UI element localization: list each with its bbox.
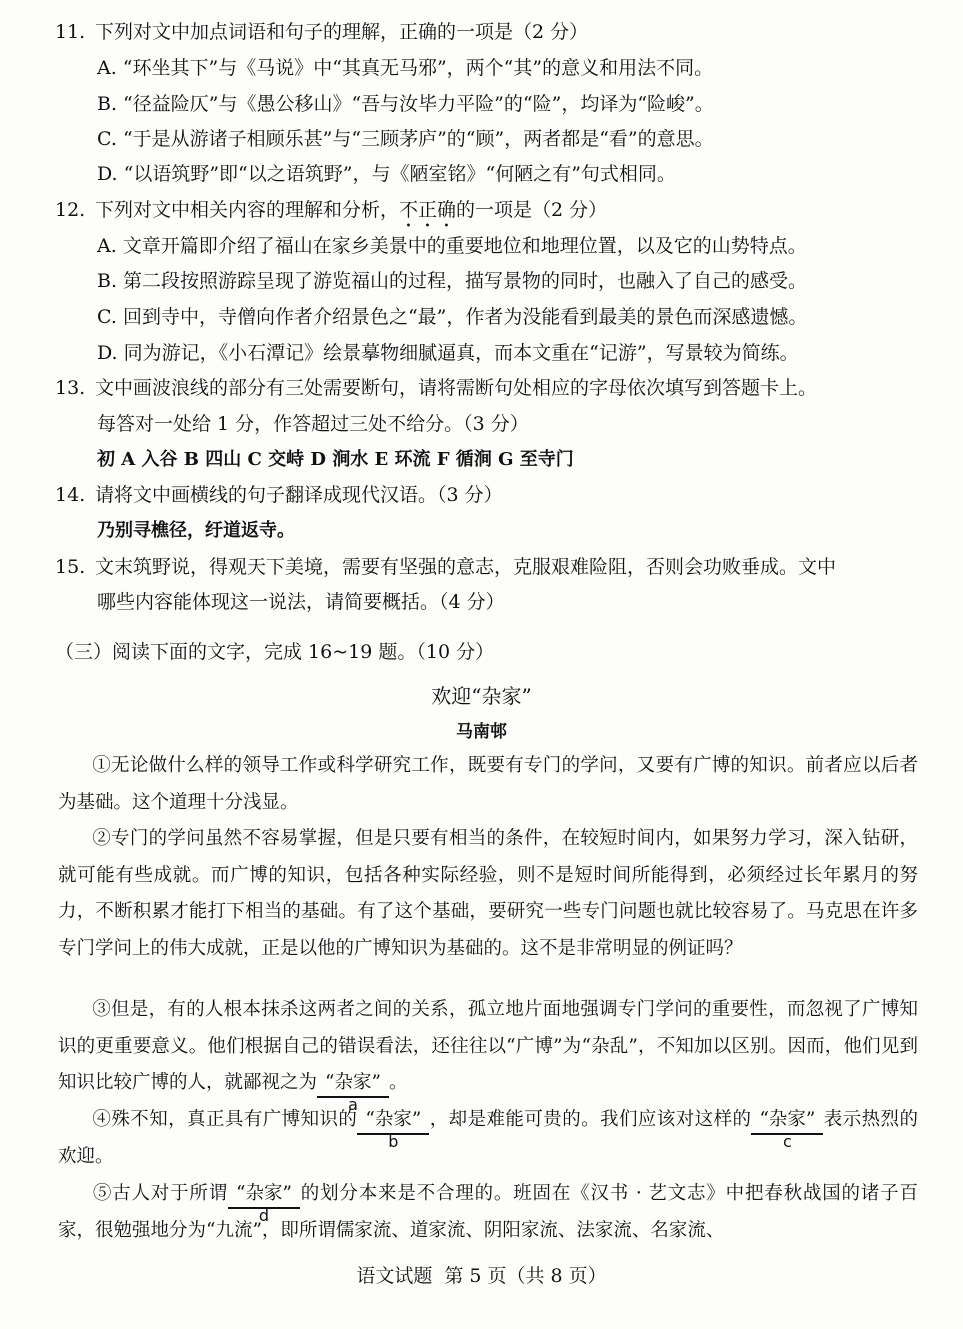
label-d: d — [258, 1206, 270, 1225]
paragraph-text: ①无论做什么样的领导工作或科学研究工作，既要有专门的学问，又要有广博的知识。前者应以后者为基础。这个道理十分浅显。 — [58, 755, 918, 813]
q11-option-d: D. “以语筑野”即“以之语筑野”，与《陋室铭》“何陋之有”句式相同。 — [97, 163, 676, 185]
underlined-text: “杂家” — [325, 1072, 381, 1093]
question-stem-tail: 的一项是（2 分） — [456, 199, 608, 221]
footer-subject: 语文试题 — [356, 1265, 433, 1287]
paragraph-1 — [58, 748, 918, 821]
question-number: 13. — [55, 377, 86, 399]
paragraph-text: 的划分本来是不合理的。班固在《汉书 · 艺文志》中把春秋战国的诸子百家，很勉强地分为“九流”，即所谓儒家流、道家流、阴阳家流、法家流、名家流、 — [58, 1183, 918, 1241]
underlined-term-b — [357, 1107, 429, 1151]
q12-option-a: A. 文章开篇即介绍了福山在家乡美景中的重要地位和地理位置，以及它的山势特点。 — [97, 235, 807, 257]
page-footer — [0, 1260, 963, 1292]
section-heading: （三）阅读下面的文字，完成 16~19 题。（10 分） — [55, 641, 495, 663]
label-b: b — [388, 1132, 399, 1151]
article-title: 欢迎“杂家” — [431, 684, 532, 708]
q12-option-d: D. 同为游记，《小石潭记》绘景摹物细腻逼真，而本文重在“记游”，写景较为简练。 — [97, 342, 799, 364]
paragraph-text: ⑤古人对于所谓 — [92, 1183, 229, 1204]
q13-sentence: 初 A 入谷 B 四山 C 交峙 D 涧水 E 环流 F 循涧 G 至寺门 — [97, 449, 574, 470]
question-stem: 文中画波浪线的部分有三处需要断句，请将需断句处相应的字母依次填写到答题卡上。 — [95, 377, 818, 399]
q14-sentence: 乃别寻樵径，纡道返寺。 — [97, 520, 295, 541]
paragraph-5 — [58, 1176, 918, 1249]
article-author: 马南邨 — [456, 722, 507, 742]
q13-stem-line2: 每答对一处给 1 分，作答超过三处不给分。（3 分） — [97, 413, 529, 435]
question-13 — [55, 370, 817, 406]
underlined-text: “杂家” — [236, 1183, 292, 1204]
q12-option-c: C. 回到寺中，寺僧向作者介绍景色之“最”，作者为没能看到最美的景色而深感遗憾。 — [97, 306, 808, 328]
q11-option-a: A. “环坐其下”与《马说》中“其真无马邪”，两个“其”的意义和用法不同。 — [97, 57, 714, 79]
question-11 — [55, 14, 588, 50]
question-number: 14. — [55, 484, 86, 506]
paragraph-text: ②专门的学问虽然不容易掌握，但是只要有相当的条件，在较短时间内，如果努力学习，深入钻研，就可能有些成就。而广博的知识，包括各种实际经验，则不是短时间所能得到，必须经过长年累月的努力，不断积累才能打下相当的基础。有了这个基础，要研究一些专门问题也就比较容易了。马克思在许多专门学问上的伟大成就，正是以他的广博知识为基础的。这不是非常明显的例证吗？ — [58, 828, 918, 959]
underlined-term-a — [317, 1070, 389, 1114]
paragraph-text: 表示热烈的欢迎。 — [58, 1109, 918, 1167]
q11-option-b: B. “径益险仄”与《愚公移山》“吾与汝毕力平险”的“险”，均译为“险峻”。 — [97, 93, 714, 115]
underlined-term-d — [228, 1181, 300, 1225]
question-12 — [55, 192, 607, 232]
paragraph-text: ，却是难能可贵的。我们应该对这样的 — [429, 1109, 752, 1130]
underlined-text: “杂家” — [759, 1109, 816, 1130]
question-number: 11. — [55, 21, 86, 43]
question-stem: 下列对文中相关内容的理解和分析， — [95, 199, 400, 221]
underlined-term-c — [751, 1107, 823, 1151]
label-c: c — [783, 1132, 792, 1151]
underlined-text: “杂家” — [365, 1109, 422, 1130]
question-14 — [55, 477, 503, 513]
question-number: 15. — [55, 556, 86, 578]
question-15 — [55, 549, 836, 585]
paragraph-text: ③但是，有的人根本抹杀这两者之间的关系，孤立地片面地强调专门学问的重要性，而忽视了广博知识的更重要意义。他们根据自己的错误看法，还往往以“广博”为“杂乱”，不知加以区别。因而，他们见到知识比较广博的人，就鄙视之为 — [58, 999, 918, 1093]
label-a: a — [348, 1095, 358, 1114]
footer-page-number: 第 5 页（共 8 页） — [444, 1265, 607, 1287]
paragraph-4 — [58, 1102, 918, 1175]
question-number: 12. — [55, 199, 86, 221]
emphasized-text: 不正确 — [399, 199, 457, 221]
paragraph-2 — [58, 821, 918, 967]
q15-stem-line2: 哪些内容能体现这一说法，请简要概括。（4 分） — [97, 591, 505, 613]
paragraph-text: 。 — [388, 1072, 408, 1093]
q11-option-c: C. “于是从游诸子相顾乐甚”与“三顾茅庐”的“顾”，两者都是“看”的意思。 — [97, 128, 714, 150]
question-stem: 文末筑野说，得观天下美境，需要有坚强的意志，克服艰难险阻，否则会功败垂成。文中 — [95, 556, 837, 578]
paragraph-text: ④殊不知，真正具有广博知识的 — [92, 1109, 358, 1130]
paragraph-3 — [58, 992, 918, 1114]
question-stem: 请将文中画横线的句子翻译成现代汉语。（3 分） — [95, 484, 503, 506]
question-stem: 下列对文中加点词语和句子的理解，正确的一项是（2 分） — [95, 21, 589, 43]
q12-option-b: B. 第二段按照游踪呈现了游览福山的过程，描写景物的同时，也融入了自己的感受。 — [97, 270, 808, 292]
